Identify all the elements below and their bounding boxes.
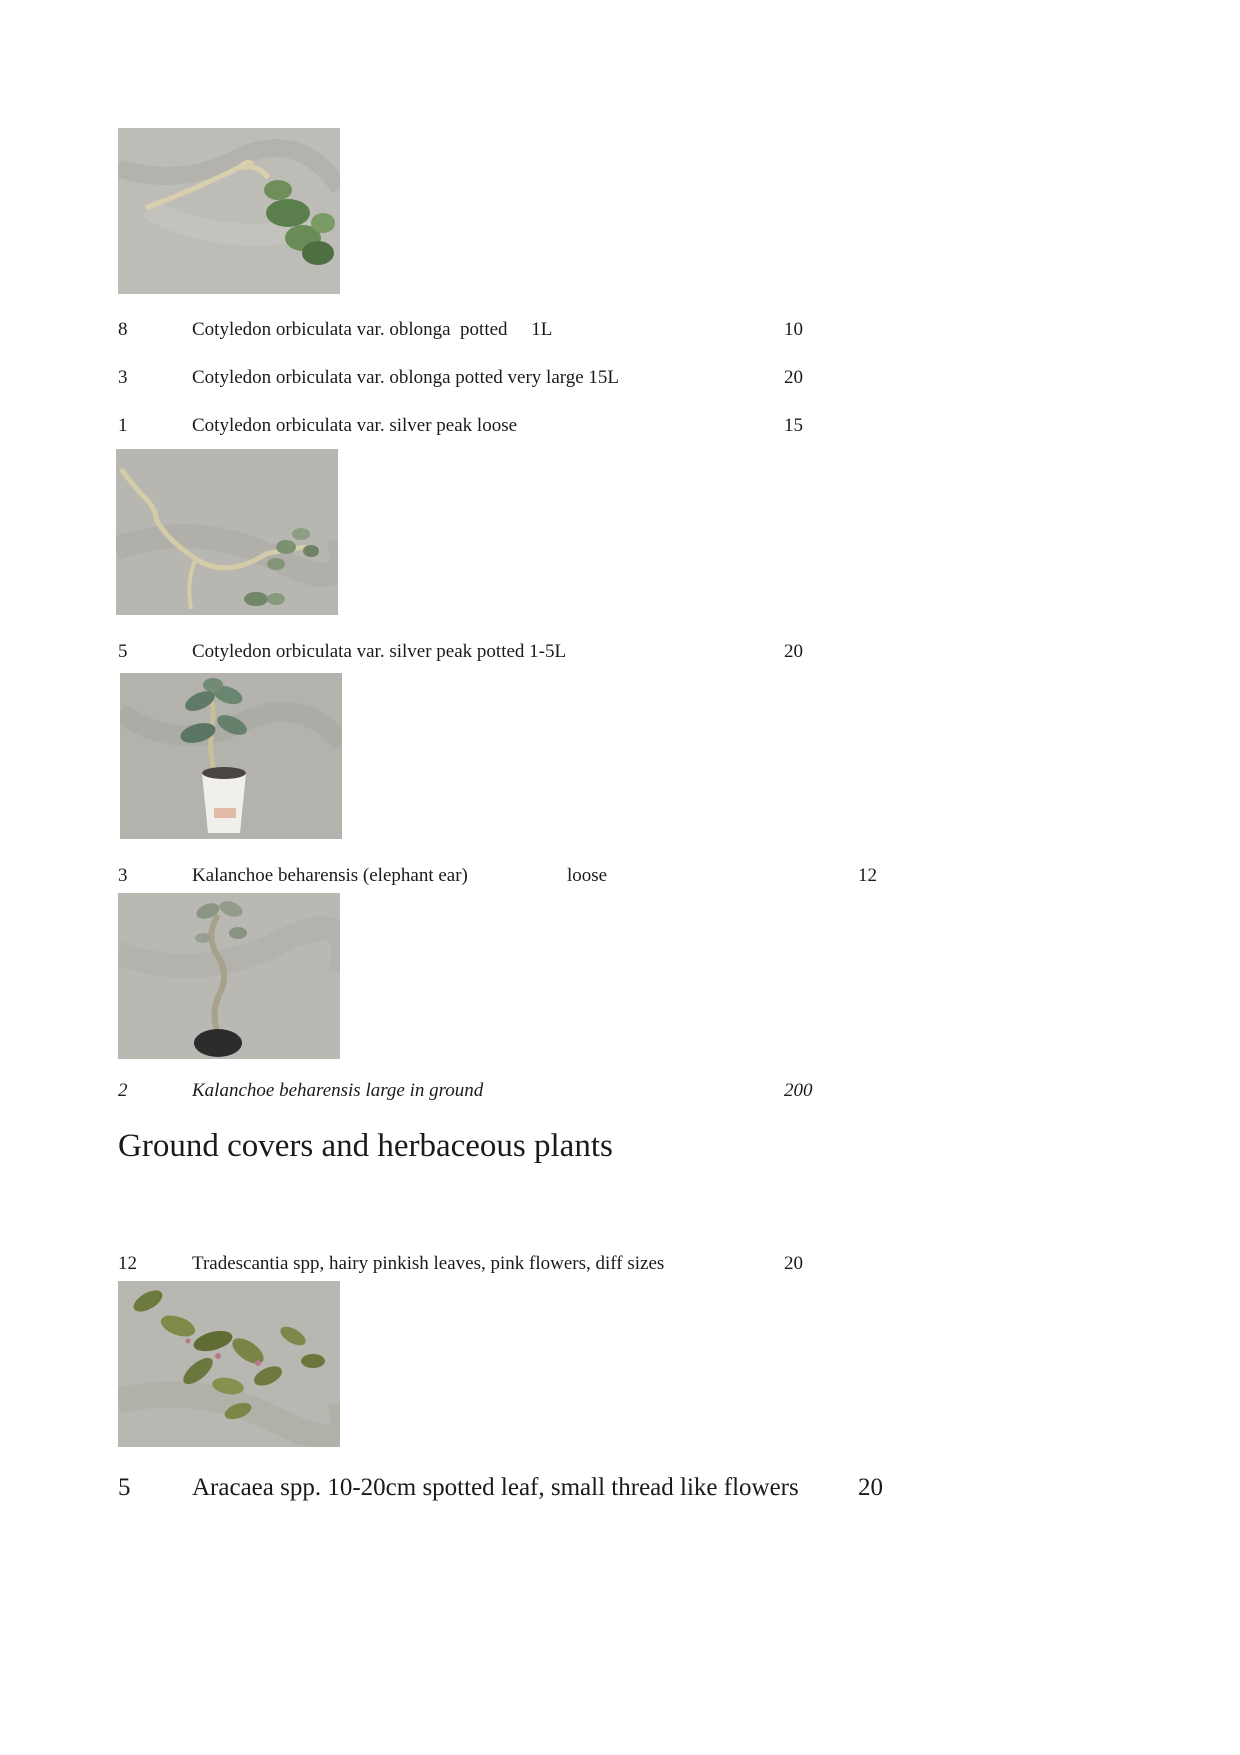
cotyledon-loose-stems-photo (116, 449, 338, 615)
item-price: 10 (784, 319, 803, 340)
item-description: Kalanchoe beharensis (elephant ear) (192, 865, 468, 886)
item-description: Kalanchoe beharensis large in ground (192, 1080, 484, 1101)
item-note: loose (567, 865, 608, 886)
item-price: 15 (784, 415, 803, 436)
item-quantity: 3 (118, 865, 128, 886)
kalanchoe-potted-photo (118, 893, 340, 1059)
item-quantity: 3 (118, 367, 128, 388)
item-description: Cotyledon orbiculata var. oblonga potted 1L (192, 319, 553, 340)
item-price: 20 (784, 641, 803, 662)
section-heading: Ground covers and herbaceous plants (118, 1128, 613, 1164)
item-quantity: 1 (118, 415, 128, 436)
item-price: 20 (784, 1253, 803, 1274)
item-description: Aracaea spp. 10-20cm spotted leaf, small thread like flowers (192, 1474, 799, 1501)
item-price: 20 (858, 1474, 883, 1501)
item-price: 20 (784, 367, 803, 388)
item-description: Cotyledon orbiculata var. silver peak loose (192, 415, 518, 436)
item-price: 12 (858, 865, 877, 886)
item-quantity: 5 (118, 1474, 131, 1501)
cotyledon-cutting-photo (118, 128, 340, 294)
item-description: Cotyledon orbiculata var. oblonga potted very large 15L (192, 367, 620, 388)
item-quantity: 8 (118, 319, 128, 340)
tradescantia-photo (118, 1281, 340, 1447)
item-description: Tradescantia spp, hairy pinkish leaves, pink flowers, diff sizes (192, 1253, 665, 1274)
item-quantity: 5 (118, 641, 128, 662)
item-description: Cotyledon orbiculata var. silver peak potted 1-5L (192, 641, 567, 662)
item-quantity: 12 (118, 1253, 137, 1274)
item-quantity: 2 (118, 1080, 128, 1101)
item-price: 200 (784, 1080, 813, 1101)
cotyledon-potted-photo (120, 673, 342, 839)
